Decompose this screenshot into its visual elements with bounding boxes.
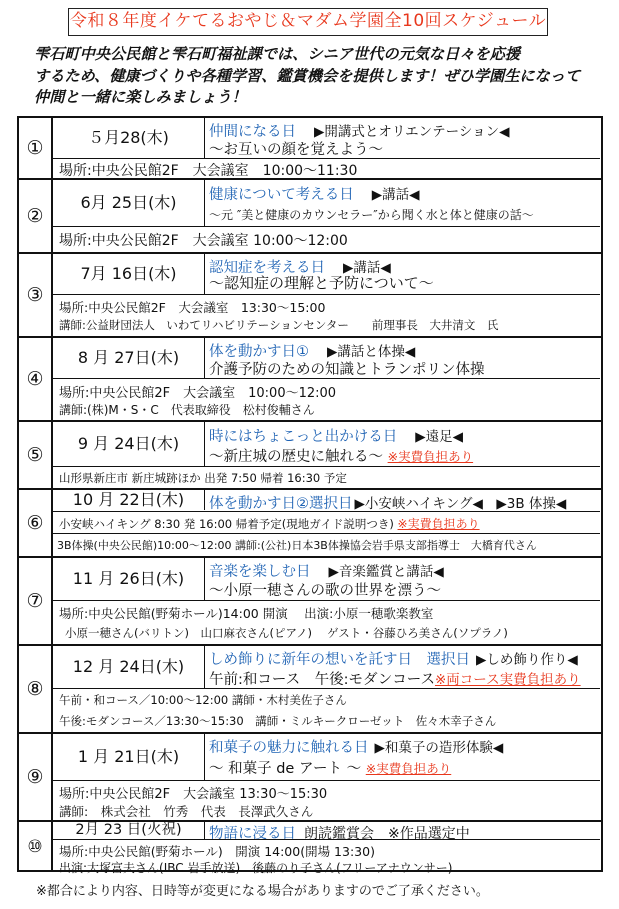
session-course-afternoon: 午後:モダンコース／13:30～15:30 講師・ミルキークローゼット 佐々木幸子さん: [59, 714, 497, 728]
session-header: [209, 648, 578, 669]
session-date: 11 月 26日(木): [53, 558, 205, 600]
session-row-8: [19, 646, 600, 732]
session-subtitle: ～お互いの顔を覚えよう～: [209, 142, 383, 158]
cost-note: ※両コース実費負担あり: [434, 672, 581, 688]
session-row-7: [19, 558, 600, 644]
session-topic: 仲間になる日: [209, 124, 296, 140]
session-subtitle: ～認知症の理解と予防について～: [209, 274, 434, 292]
session-number: ②: [19, 180, 53, 252]
session-kind: ▶遠足◀: [415, 429, 463, 445]
session-number: ③: [19, 254, 53, 336]
session-instructor: 講師:(株)M・S・C 代表取締役 松村俊輔さん: [59, 403, 315, 417]
session-venue: 場所:中央公民館(野菊ホール)14:00 開演 出演:小原一穂歌楽教室: [59, 606, 434, 621]
session-topic: 物語に浸る日: [209, 826, 296, 842]
session-kind: ▶講話◀: [371, 187, 420, 203]
intro-line: するため、健康づくりや各種学習、鑑賞機会を提供します！ぜひ学園生になって: [34, 66, 581, 85]
session-date: 8 月 27日(木): [53, 338, 205, 378]
intro-line: 雫石町中央公民館と雫石町福祉課では、シニア世代の元気な日々を応援: [34, 45, 520, 63]
session-topic: 和菓子の魅力に触れる日: [209, 740, 369, 756]
session-topic: 時にはちょこっと出かける日: [209, 429, 398, 445]
session-row-3: [19, 254, 600, 336]
schedule-table: [17, 116, 603, 875]
session-date: 2月 23 日(火祝): [53, 822, 205, 839]
session-number: ①: [19, 118, 53, 178]
intro-text: [34, 44, 594, 109]
session-number: ⑥: [19, 490, 53, 556]
footer-note: ※都合により内容、日時等が変更になる場合がありますのでご了承ください。: [36, 884, 489, 899]
session-subtitle: ～小原一穂さんの歌の世界を漂う～: [209, 583, 441, 599]
intro-line: 仲間と一緒に楽しみましょう！: [34, 88, 247, 106]
session-kind: ▶しめ飾り作り◀: [476, 652, 578, 668]
session-header: [209, 736, 503, 757]
session-instructor: 講師: 株式会社 竹秀 代表 長澤武久さん: [59, 804, 314, 819]
session-venue: 山形県新庄市 新庄城跡ほか 出発 7:50 帰着 16:30 予定: [59, 471, 347, 485]
cost-note: ※実費負担あり: [387, 449, 474, 464]
session-row-10: [19, 822, 600, 875]
session-date: 12 月 24日(木): [53, 646, 205, 688]
session-topic: 体を動かす日①: [209, 344, 309, 360]
session-number: ⑩: [19, 822, 53, 872]
session-subtitle: [209, 668, 581, 689]
session-subtitle-text: ～新庄城の歴史に触れる～: [209, 449, 383, 465]
session-topic: 体を動かす日②選択日: [209, 496, 353, 512]
session-subtitle: [209, 757, 451, 778]
session-performers: 小原一穂さん(バリトン) 山口麻衣さん(ピアノ) ゲスト・谷藤ひろ美さん(ソプラノ): [65, 626, 508, 640]
session-subtitle: [209, 445, 473, 466]
session-venue: 場所:中央公民館2F 大会議室 13:30～15:00: [59, 300, 326, 315]
session-course-morning: 午前・和コース／10:00～12:00 講師・木村美佐子さん: [59, 693, 347, 707]
session-subtitle-text: 午前:和コース 午後:モダンコース: [209, 672, 435, 688]
session-kind: ▶講話◀: [343, 260, 391, 276]
session-topic: 音楽を楽しむ日: [209, 564, 311, 580]
session-date: ５月28(木): [53, 118, 205, 158]
session-header: [209, 425, 463, 446]
session-row-1: [19, 118, 600, 178]
session-venue: 場所:中央公民館2F 大会議室 10:00～12:00: [59, 233, 348, 249]
session-number: ⑨: [19, 734, 53, 820]
session-row-2: [19, 180, 600, 252]
session-row-4: [19, 338, 600, 420]
session-date: 10 月 22日(木): [53, 490, 205, 510]
session-instructor: 講師:公益財団法人 いわてリハビリテーションセンター 前理事長 大井清文 氏: [59, 318, 499, 332]
session-header: [209, 560, 444, 581]
session-subtitle: 介護予防のための知識とトランポリン体操: [209, 362, 485, 378]
session-header: [209, 492, 566, 513]
session-topic: 健康について考える日: [209, 187, 354, 203]
session-topic: 認知症を考える日: [209, 260, 325, 276]
session-venue: 場所:中央公民館2F 大会議室 10:00～11:30: [59, 163, 358, 179]
session-date: 9 月 24日(木): [53, 422, 205, 466]
session-date: 7月 16日(木): [53, 254, 205, 294]
session-date: 6月 25日(木): [53, 180, 205, 226]
cost-note: ※実費負担あり: [365, 761, 452, 776]
session-header: [209, 183, 419, 204]
session-performers: 出演:大塚富夫さん(IBC 岩手放送) 後藤のり子さん(フリーアナウンサー): [59, 861, 453, 875]
session-venue: 場所:中央公民館(野菊ホール) 開演 14:00(開場 13:30): [59, 844, 375, 859]
session-number: ⑧: [19, 646, 53, 732]
session-row-9: [19, 734, 600, 820]
page-title: 令和８年度イケてるおやじ＆マダム学園全10回スケジュール: [68, 8, 548, 36]
session-subtitle-text: ～ 和菓子 de アート ～: [209, 761, 362, 777]
session-kind: ▶音楽鑑賞と講話◀: [328, 564, 444, 580]
session-number: ④: [19, 338, 53, 420]
session-venue: 場所:中央公民館2F 大会議室 13:30～15:30: [59, 787, 328, 802]
session-venue: 場所:中央公民館2F 大会議室 10:00～12:00: [59, 386, 337, 401]
session-kind: ▶講話と体操◀: [327, 344, 416, 360]
session-row-5: [19, 422, 600, 488]
session-kind: ▶和菓子の造形体験◀: [374, 740, 504, 756]
session-date: 1 月 21日(木): [53, 734, 205, 780]
session-venue: [59, 515, 480, 532]
session-number: ⑦: [19, 558, 53, 644]
session-subtitle: ～元 ″美と健康のカウンセラー″から聞く水と体と健康の話～: [209, 208, 534, 222]
session-row-6: [19, 490, 600, 556]
session-kind: ▶小安峡ハイキング◀ ▶3B 体操◀: [354, 496, 567, 512]
cost-note: ※実費負担あり: [397, 517, 480, 531]
session-venue-text: 小安峡ハイキング 8:30 発 16:00 帰着予定(現地ガイド説明つき): [59, 517, 394, 531]
session-kind: ▶開講式とオリエンテーション◀: [314, 124, 510, 140]
session-instructor: 3B体操(中央公民館)10:00～12:00 講師:(公社)日本3B体操協会岩手県支部指導士 大橋育代さん: [57, 539, 537, 552]
session-number: ⑤: [19, 422, 53, 488]
session-kind: 朗読鑑賞会 ※作品選定中: [304, 826, 470, 842]
session-topic: しめ飾りに新年の想いを託す日 選択日: [209, 652, 470, 668]
